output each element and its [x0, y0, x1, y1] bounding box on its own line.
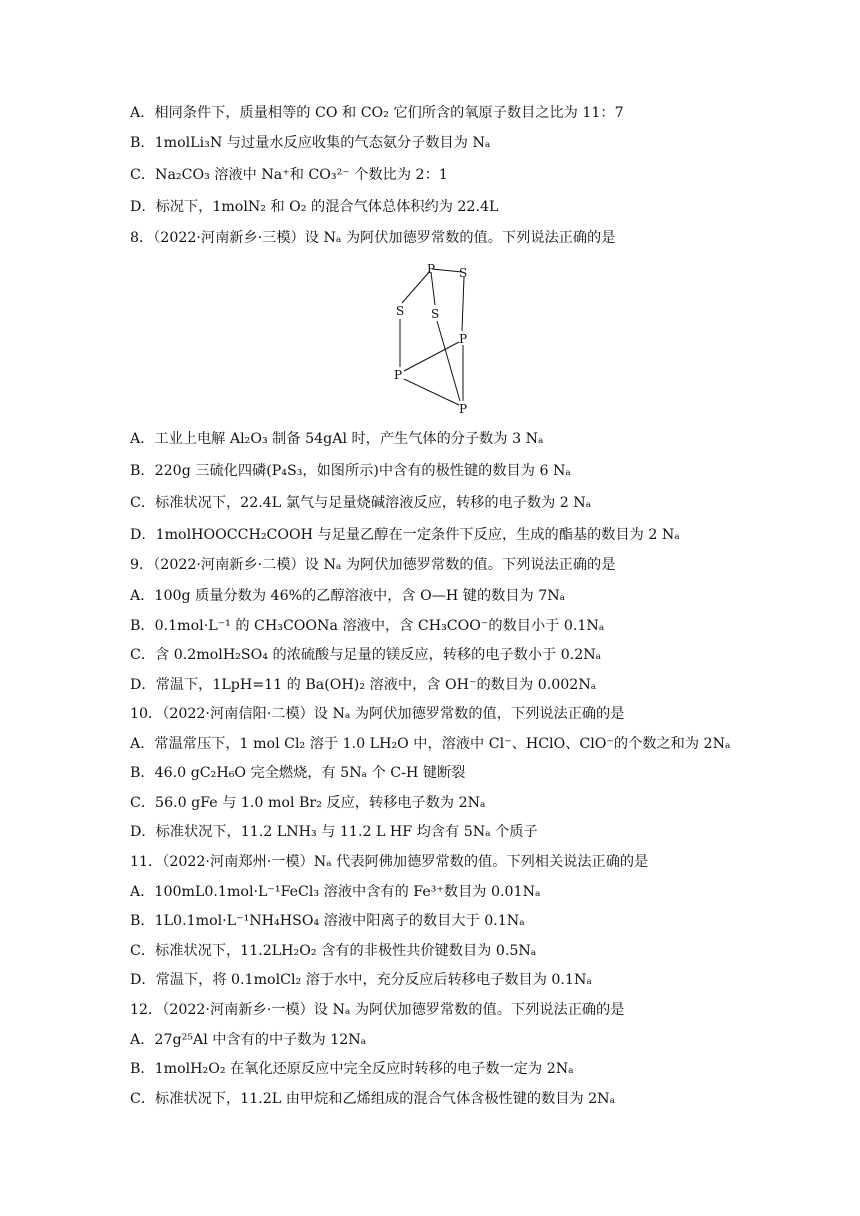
option-d-q7: D．标况下，1molN₂ 和 O₂ 的混合气体总体积约为 22.4L	[130, 199, 499, 215]
option-a-q10: A．常温常压下，1 mol Cl₂ 溶于 1.0 LH₂O 中，溶液中 Cl⁻、HClO、ClO⁻的个数之和为 2Nₐ	[130, 736, 731, 752]
option-a-q7: A．相同条件下，质量相等的 CO 和 CO₂ 它们所含的氧原子数目之比为 11：7	[130, 105, 624, 121]
p4s3-structure-diagram	[380, 255, 490, 420]
option-a-q8: A．工业上电解 Al₂O₃ 制备 54gAl 时，产生气体的分子数为 3 Nₐ	[130, 431, 544, 447]
option-b-q11: B．1L0.1mol·L⁻¹NH₄HSO₄ 溶液中阳离子的数目大于 0.1Nₐ	[130, 913, 525, 929]
atom-s-left: S	[396, 304, 405, 318]
question-12-stem: 12．（2022·河南新乡·一模）设 Nₐ 为阿伏加德罗常数的值。下列说法正确的是	[130, 1002, 625, 1018]
bond-p3-p4	[404, 379, 459, 405]
atom-p-bottom: P	[459, 402, 468, 416]
option-c-q12: C．标准状况下，11.2L 由甲烷和乙烯组成的混合气体含极性键的数目为 2Nₐ	[130, 1091, 616, 1107]
option-d-q8: D．1molHOOCCH₂COOH 与足量乙醇在一定条件下反应，生成的酯基的数目为 2 Nₐ	[130, 527, 680, 543]
option-b-q8: B．220g 三硫化四磷(P₄S₃，如图所示)中含有的极性键的数目为 6 Nₐ	[130, 463, 571, 479]
option-d-q11: D．常温下，将 0.1molCl₂ 溶于水中，充分反应后转移电子数目为 0.1Nₐ	[130, 972, 592, 988]
option-d-q10: D．标准状况下，11.2 LNH₃ 与 11.2 L HF 均含有 5Nₐ 个质子	[130, 824, 538, 840]
option-c-q10: C．56.0 gFe 与 1.0 mol Br₂ 反应，转移电子数为 2Nₐ	[130, 795, 486, 811]
option-d-q9: D．常温下，1LpH=11 的 Ba(OH)₂ 溶液中，含 OH⁻的数目为 0.002Nₐ	[130, 677, 597, 693]
atom-p-right: P	[459, 332, 468, 346]
atom-p-left: P	[394, 368, 403, 382]
bond-p1-s1	[432, 269, 462, 272]
option-a-q12: A．27g²⁵Al 中含有的中子数为 12Nₐ	[130, 1032, 367, 1048]
option-c-q7: C．Na₂CO₃ 溶液中 Na⁺和 CO₃²⁻ 个数比为 2：1	[130, 167, 448, 183]
bond-s3-p4	[437, 321, 460, 401]
bond-p1-s3	[431, 272, 435, 305]
atom-s-right: S	[459, 266, 468, 280]
atom-p-top: P	[427, 262, 436, 276]
option-c-q9: C．含 0.2molH₂SO₄ 的浓硫酸与足量的镁反应，转移的电子数小于 0.2Nₐ	[130, 647, 602, 663]
option-a-q11: A．100mL0.1mol·L⁻¹FeCl₃ 溶液中含有的 Fe³⁺数目为 0.01Nₐ	[130, 884, 541, 900]
option-b-q9: B．0.1mol·L⁻¹ 的 CH₃COONa 溶液中，含 CH₃COO⁻的数目小于 0.1Nₐ	[130, 618, 605, 634]
atom-s-middle: S	[431, 307, 440, 321]
bond-p1-s2	[402, 271, 430, 303]
question-10-stem: 10．（2022·河南信阳·二模）设 Nₐ 为阿伏加德罗常数的值，下列说法正确的是	[130, 706, 625, 722]
option-c-q11: C．标准状况下，11.2LH₂O₂ 含有的非极性共价键数目为 0.5Nₐ	[130, 943, 537, 959]
question-11-stem: 11．（2022·河南郑州·一模）Nₐ 代表阿佛加德罗常数的值。下列相关说法正确的是	[130, 854, 649, 870]
option-c-q8: C．标准状况下，22.4L 氯气与足量烧碱溶液反应，转移的电子数为 2 Nₐ	[130, 495, 592, 511]
option-b-q12: B．1molH₂O₂ 在氧化还原反应中完全反应时转移的电子数一定为 2Nₐ	[130, 1061, 574, 1077]
bond-p3-p2	[404, 342, 459, 371]
option-b-q10: B．46.0 gC₂H₆O 完全燃烧，有 5Nₐ 个 C-H 键断裂	[130, 765, 466, 781]
question-8-stem: 8．（2022·河南新乡·三模）设 Nₐ 为阿伏加德罗常数的值。下列说法正确的是	[130, 230, 616, 246]
option-a-q9: A．100g 质量分数为 46%的乙醇溶液中，含 O—H 键的数目为 7Nₐ	[130, 588, 566, 604]
option-b-q7: B．1molLi₃N 与过量水反应收集的气态氨分子数目为 Nₐ	[130, 135, 491, 151]
question-9-stem: 9．（2022·河南新乡·二模）设 Nₐ 为阿伏加德罗常数的值。下列说法正确的是	[130, 557, 616, 573]
bond-s1-p2	[462, 277, 464, 331]
